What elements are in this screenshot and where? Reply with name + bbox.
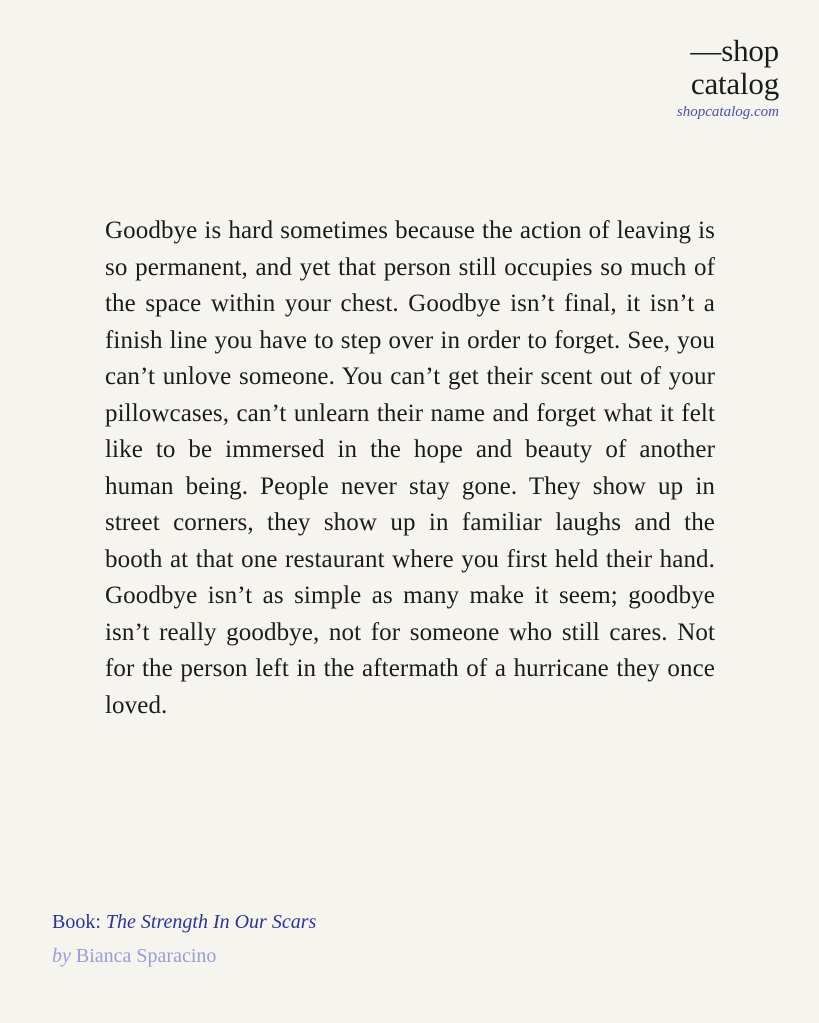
brand-logo — [677, 34, 779, 122]
logo-line-catalog: catalog — [690, 66, 779, 101]
quote-text: Goodbye is hard sometimes because the action of leaving is so permanent, and yet that person still occupies so much of the space within your chest. Goodbye isn’t final, it isn’t a finish line you have to step over in order to forget. See, you can’t unlove someone. You can’t get their scent out of your pillowcases, can’t unlearn their name and forget what it felt like to be immersed in the hope and beauty of another human being. People never stay gone. They show up in street corners, they show up in familiar laughs and the booth at that one restaurant where you first held their hand. Goodbye isn’t as simple as many make it seem; goodbye isn’t really goodbye, not for someone who still cares. Not for the person left in the aftermath of a hurricane they once loved. — [105, 217, 715, 719]
book-title: The Strength In Our Scars — [105, 911, 317, 933]
logo-url: shopcatalog.com — [676, 104, 779, 120]
logo-line-shop: —shop — [690, 33, 779, 68]
book-line — [52, 905, 316, 939]
author-name: Bianca Sparacino — [75, 945, 217, 967]
book-label: Book: — [52, 911, 106, 933]
author-line — [52, 939, 316, 973]
book-credit — [52, 905, 316, 973]
by-label: by — [52, 945, 71, 967]
